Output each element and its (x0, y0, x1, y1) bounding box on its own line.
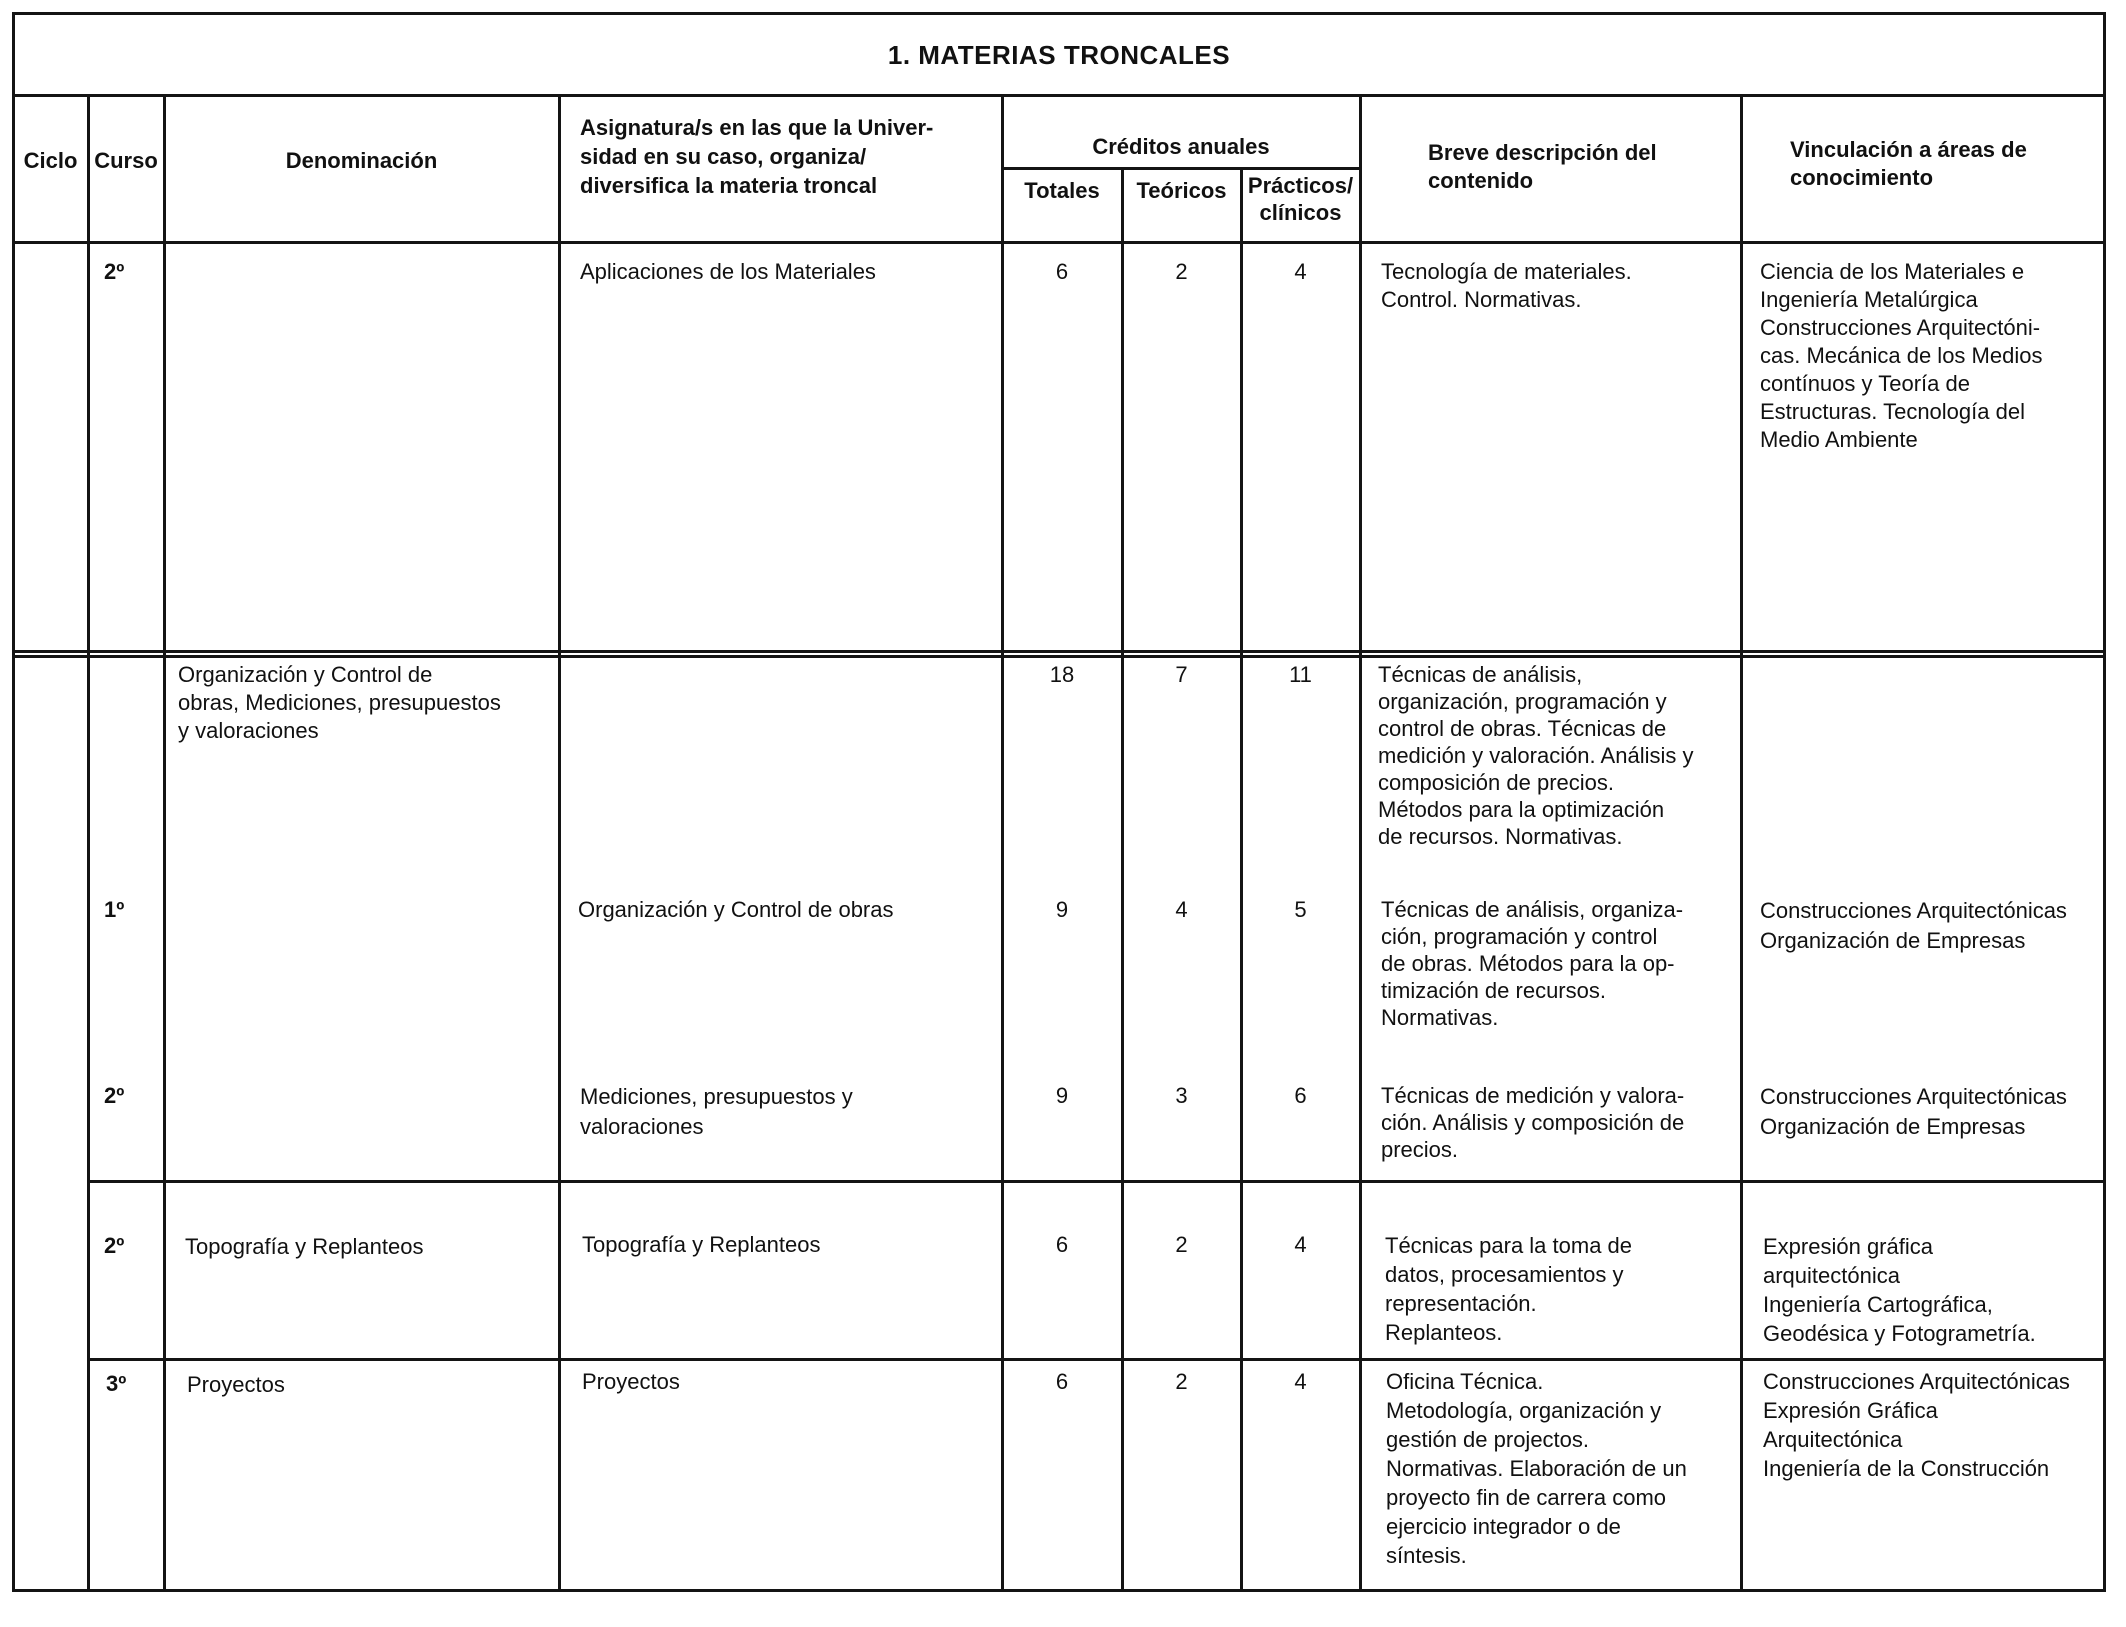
col-line-ciclo-body-1 (87, 241, 90, 651)
cell-totales: 6 (1055, 259, 1069, 284)
col-line-denominacion (558, 94, 561, 1592)
cell-teoricos: 7 (1175, 662, 1188, 687)
col-line-descripcion (1740, 94, 1743, 1592)
cell-descripcion: Técnicas de medición y valora- ción. Análisis y composición de precios. (1381, 1083, 1685, 1162)
cell-practicos: 5 (1294, 897, 1307, 922)
cell-vinculacion: Construcciones Arquitectónicas Organización de Empresas (1760, 1084, 2067, 1139)
cell-descripcion: Oficina Técnica. Metodología, organización y gestión de projectos. Normativas. Elaboración de un proyecto fin de carrera como ejercicio integrador o de síntesis. (1386, 1369, 1687, 1568)
cell-teoricos: 3 (1175, 1083, 1188, 1108)
row-divider-2 (87, 1180, 2106, 1183)
cell-denominacion: Topografía y Replanteos (185, 1234, 424, 1259)
cell-asignatura: Organización y Control de obras (578, 897, 894, 922)
cell-descripcion: Técnicas de análisis, organiza- ción, programación y control de obras. Métodos para la op- timización de recursos. Normativas. (1381, 897, 1684, 1030)
cell-denominacion: Proyectos (187, 1372, 285, 1397)
cell-practicos: 4 (1294, 1232, 1307, 1257)
header-totales: Totales (1024, 178, 1100, 203)
col-line-curso (163, 94, 166, 1592)
cell-asignatura: Mediciones, presupuestos y valoraciones (580, 1084, 853, 1139)
cell-descripcion: Tecnología de materiales. Control. Normativas. (1381, 259, 1632, 312)
cell-teoricos: 4 (1175, 897, 1188, 922)
cell-asignatura: Topografía y Replanteos (582, 1232, 821, 1257)
cell-teoricos: 2 (1175, 1232, 1188, 1257)
header-creditos: Créditos anuales (1092, 134, 1270, 159)
col-line-ciclo-body-2 (87, 653, 90, 1592)
cell-totales: 6 (1055, 1369, 1069, 1394)
cell-curso: 2º (104, 259, 125, 284)
cell-vinculacion: Ciencia de los Materiales e Ingeniería Metalúrgica Construcciones Arquitectóni- cas. Mecánica de los Medios contínuos y Teoría de Estructuras. Tecnología del Medio Ambiente (1760, 259, 2043, 452)
header-teoricos: Teóricos (1136, 178, 1227, 203)
header-denominacion: Denominación (285, 148, 438, 173)
table-border-left (12, 12, 15, 1592)
cell-teoricos: 2 (1175, 259, 1188, 284)
table-border-right (2103, 12, 2106, 1592)
cell-practicos: 4 (1294, 259, 1307, 284)
creditos-subdivider (1001, 167, 1359, 170)
header-curso: Curso (94, 148, 158, 173)
cell-practicos: 4 (1294, 1369, 1307, 1394)
cell-totales: 6 (1055, 1232, 1069, 1257)
header-descripcion: Breve descripción del contenido (1428, 140, 1657, 193)
cell-vinculacion: Construcciones Arquitectónicas Expresión Gráfica Arquitectónica Ingeniería de la Construcción (1763, 1369, 2070, 1481)
cell-vinculacion: Expresión gráfica arquitectónica Ingeniería Cartográfica, Geodésica y Fotogrametría. (1763, 1234, 2036, 1346)
cell-curso: 1º (104, 897, 125, 922)
cell-totales: 9 (1055, 897, 1069, 922)
table-border-top (12, 12, 2106, 15)
cell-asignatura: Aplicaciones de los Materiales (580, 259, 876, 284)
header-asignaturas: Asignatura/s en las que la Univer- sidad en su caso, organiza/ diversifica la materia troncal (580, 115, 934, 198)
col-line-practicos (1359, 94, 1362, 1592)
table-border-bottom (12, 1589, 2106, 1592)
page-title: 1. MATERIAS TRONCALES (887, 40, 1231, 70)
cell-practicos: 6 (1294, 1083, 1307, 1108)
cell-curso: 3º (106, 1371, 127, 1396)
header-divider (12, 241, 2106, 244)
header-ciclo: Ciclo (23, 148, 78, 173)
cell-asignatura: Proyectos (582, 1369, 680, 1394)
row-divider-1 (12, 650, 2106, 653)
header-practicos: Prácticos/ clínicos (1247, 173, 1354, 225)
cell-teoricos: 2 (1175, 1369, 1188, 1394)
title-divider (12, 94, 2106, 97)
cell-practicos: 11 (1289, 662, 1312, 687)
cell-denominacion: Organización y Control de obras, Mediciones, presupuestos y valoraciones (178, 662, 501, 743)
cell-vinculacion: Construcciones Arquitectónicas Organización de Empresas (1760, 898, 2067, 953)
cell-totales: 9 (1055, 1083, 1069, 1108)
cell-totales: 18 (1049, 662, 1075, 687)
header-vinculacion: Vinculación a áreas de conocimiento (1790, 137, 2027, 190)
row-divider-1b (12, 655, 2106, 658)
cell-curso: 2º (104, 1233, 125, 1258)
cell-descripcion: Técnicas para la toma de datos, procesamientos y representación. Replanteos. (1385, 1233, 1633, 1345)
cell-curso: 2º (104, 1083, 125, 1108)
cell-descripcion: Técnicas de análisis, organización, programación y control de obras. Técnicas de medición y valoración. Análisis y composición de precios. Métodos para la optimización de recursos. Normativas. (1378, 662, 1694, 849)
row-divider-3 (87, 1358, 2106, 1361)
